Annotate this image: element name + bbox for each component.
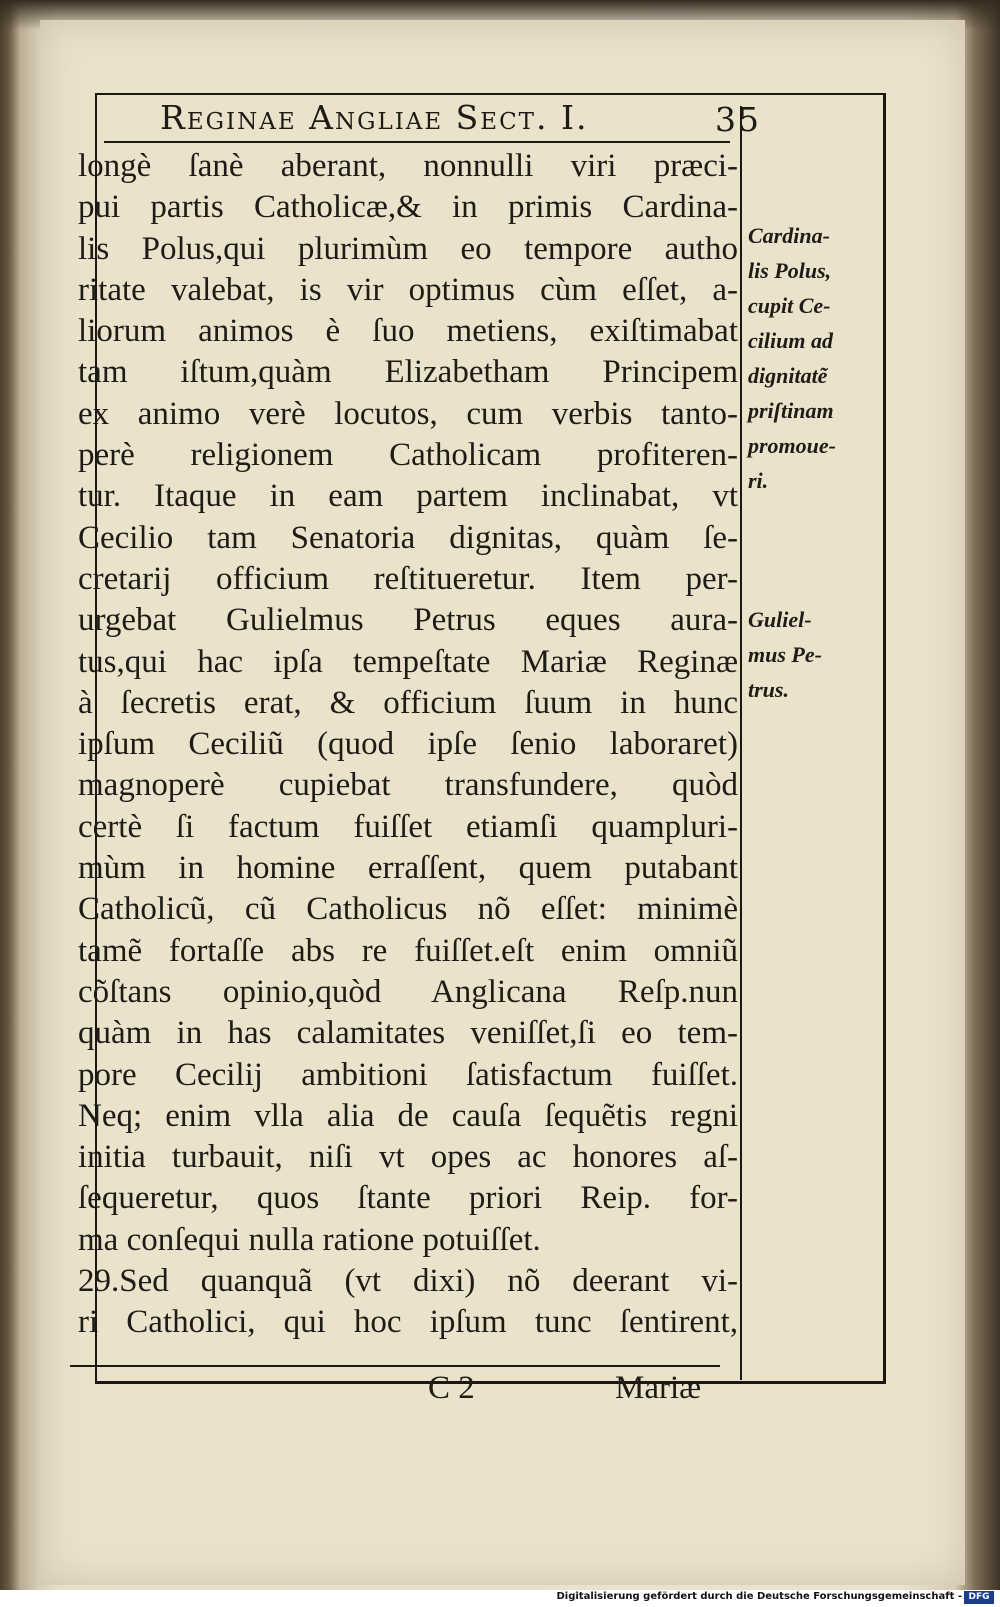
text-line: ipſum Ceciliũ (quod ipſe ſenio laboraret) <box>78 726 738 763</box>
text-line: lis Polus,qui plurimùm eo tempore autho <box>78 230 738 267</box>
text-line: pui partis Catholicæ,& in primis Cardina- <box>78 189 738 226</box>
marginal-line: lis Polus, <box>748 258 832 283</box>
margin-column-rule <box>740 106 742 1380</box>
text-line: tur. Itaque in eam partem inclinabat, vt <box>78 478 738 515</box>
text-line: Cecilio tam Senatoria dignitas, quàm ſe- <box>78 519 738 556</box>
text-line: cretarij officium reſtitueretur. Item per- <box>78 560 738 597</box>
main-text-block <box>78 146 738 1344</box>
text-line: initia turbauit, niſi vt opes ac honores aſ- <box>78 1139 738 1176</box>
running-head-title: Reginae Angliae Sect. I. <box>160 98 589 137</box>
header-rule <box>104 141 730 143</box>
text-line: ex animo verè locutos, cum verbis tanto- <box>78 395 738 432</box>
text-line: Neq; enim vlla alia de cauſa ſequẽtis regni <box>78 1097 738 1134</box>
marginal-line: ri. <box>748 468 769 493</box>
footer-rule <box>70 1365 720 1367</box>
running-head <box>160 98 761 140</box>
text-line: ma conſequi nulla ratione potuiſſet. <box>78 1221 541 1258</box>
page-number: 35 <box>715 100 761 139</box>
text-line: longè ſanè aberant, nonnulli viri præci- <box>78 148 738 184</box>
text-line: à ſecretis erat, & officium ſuum in hunc <box>78 684 738 721</box>
text-line: ſequeretur, quos ſtante priori Reip. for- <box>78 1180 738 1217</box>
text-line: pore Cecilij ambitioni ſatisfactum fuiſſet. <box>78 1056 738 1093</box>
text-line: liorum animos è ſuo metiens, exiſtimabat <box>78 313 738 350</box>
text-line: ri Catholici, qui hoc ipſum tunc ſentirent, <box>78 1304 738 1341</box>
marginal-line: Cardina- <box>748 223 830 248</box>
marginal-note-cardinal-polus <box>748 218 870 498</box>
marginal-line: cilium ad <box>748 328 833 353</box>
text-line: perè religionem Catholicam profiteren- <box>78 437 738 474</box>
catchword: Mariæ <box>615 1370 702 1406</box>
text-line: ritate valebat, is vir optimus cùm eſſet, a- <box>78 271 738 308</box>
text-line: tam iſtum,quàm Elizabetham Principem <box>78 354 738 391</box>
text-line: Catholicũ, cũ Catholicus nõ eſſet: minimè <box>78 891 738 928</box>
text-line: 29.Sed quanquã (vt dixi) nõ deerant vi- <box>78 1263 738 1300</box>
text-line: cõſtans opinio,quòd Anglicana Reſp.nun <box>78 973 738 1010</box>
marginal-line: priſtinam <box>748 398 834 423</box>
text-line: tus,qui hac ipſa tempeſtate Mariæ Reginæ <box>78 643 738 680</box>
marginal-line: Guliel- <box>748 607 812 632</box>
marginal-line: trus. <box>748 677 789 702</box>
digitization-credit: Digitalisierung gefördert durch die Deutsche Forschungsgemeinschaft - <box>556 1591 962 1602</box>
text-line: certè ſi factum fuiſſet etiamſi quampluri- <box>78 808 738 845</box>
marginal-line: mus Pe- <box>748 642 822 667</box>
text-line: quàm in has calamitates veniſſet,ſi eo tem- <box>78 1015 738 1052</box>
text-line: urgebat Gulielmus Petrus eques aura- <box>78 602 738 639</box>
text-line: tamẽ fortaſſe abs re fuiſſet.eſt enim omniũ <box>78 932 738 969</box>
marginal-line: dignitatẽ <box>748 363 828 388</box>
dfg-logo: DFG <box>964 1591 994 1604</box>
marginal-line: cupit Ce- <box>748 293 831 318</box>
signature-mark: C 2 <box>428 1370 475 1406</box>
text-line: mùm in homine erraſſent, quem putabant <box>78 850 738 887</box>
marginal-line: promoue- <box>748 433 836 458</box>
marginal-note-gulielmus-petrus <box>748 602 870 707</box>
text-line: magnoperè cupiebat transfundere, quòd <box>78 767 738 804</box>
